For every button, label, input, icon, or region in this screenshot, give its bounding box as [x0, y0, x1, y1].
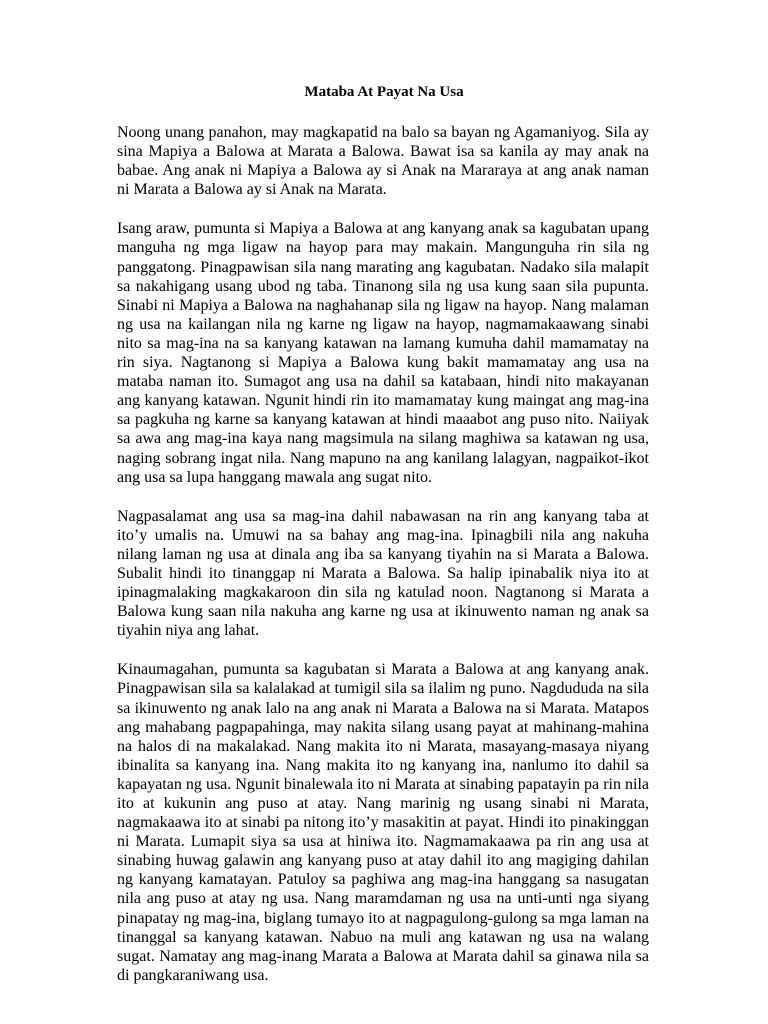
- paragraph-3: Nagpasalamat ang usa sa mag-ina dahil nabawasan na rin ang kanyang taba at ito’y umalis na. Umuwi na sa bahay ang mag-ina. Ipinagbili nila ang nakuha nilang laman ng usa at dinala ang iba sa kanyang tiyahin na si Marata a Balowa. Subalit hindi ito tinanggap ni Marata a Balowa. Sa halip ipinabalik niya ito at ipinagmalaking magkakaroon din sila ng katulad noon. Nagtanong si Marata a Balowa kung saan nila nakuha ang karne ng usa at ikinuwento naman ng anak sa tiyahin niya ang lahat.: [117, 507, 649, 640]
- paragraph-1: Noong unang panahon, may magkapatid na balo sa bayan ng Agamaniyog. Sila ay sina Mapiya a Balowa at Marata a Balowa. Bawat isa sa kanila ay may anak na babae. Ang anak ni Mapiya a Balowa ay si Anak na Mararaya at ang anak naman ni Marata a Balowa ay si Anak na Marata.: [117, 124, 649, 199]
- paragraph-4: Kinaumagahan, pumunta sa kagubatan si Marata a Balowa at ang kanyang anak. Pinagpawisan sila sa kalalakad at tumigil sila sa ilalim ng puno. Nagdududa na sila sa ikinuwento ng anak lalo na ang anak ni Marata a Balowa na si Marata. Matapos ang mahabang pagpapahinga, may nakita silang usang payat at mahinang-mahina na halos di na makalakad. Nang makita ito ni Marata, masayang-masaya niyang ibinalita sa kanyang ina. Nang makita ito ng kanyang ina, nanlumo ito dahil sa kapayatan ng usa. Ngunit binalewala ito ni Marata at sinabing papatayin pa rin nila ito at kukunin ang puso at atay. Nang marinig ng usang sinabi ni Marata, nagmakaawa ito at sinabi pa nitong ito’y masakitin at payat. Hindi ito pinakinggan ni Marata. Lumapit siya sa usa at hiniwa ito. Nagmamakaawa pa rin ang usa at sinabing huwag galawin ang kanyang puso at atay dahil ito ang magiging dahilan ng kanyang kamatayan. Patuloy sa paghiwa ang mag-ina hanggang sa nasugatan nila ang puso at atay ng usa. Nang maramdaman ng usa na unti-unti nga siyang pinapatay ng mag-ina, biglang tumayo ito at nagpagulong-gulong sa mga laman na tinanggal sa kanyang katawan. Nabuo na muli ang katawan ng usa na walang sugat. Namatay ang mag-inang Marata a Balowa at Marata dahil sa ginawa nila sa di pangkaraniwang usa.: [117, 661, 649, 984]
- document-title: Mataba At Payat Na Usa: [304, 84, 464, 100]
- document-body: [117, 123, 649, 1005]
- paragraph-2: Isang araw, pumunta si Mapiya a Balowa at ang kanyang anak sa kagubatan upang manguha ng mga ligaw na hayop para may makain. Mangunguha rin sila ng panggatong. Pinagpawisan sila nang marating ang kagubatan. Nadako sila malapit sa nakahigang usang ubod ng taba. Tinanong sila ng usa kung saan sila pupunta. Sinabi ni Mapiya a Balowa na naghahanap sila ng ligaw na hayop. Nang malaman ng usa na kailangan nila ng karne ng ligaw na hayop, nagmamakaawang sinabi nito sa mag-ina na sa kanyang katawan na lamang kumuha dahil mamamatay na rin siya. Nagtanong si Mapiya a Balowa kung bakit mamamatay ang usa na mataba naman ito. Sumagot ang usa na dahil sa katabaan, hindi nito makayanan ang kanyang katawan. Ngunit hindi rin ito mamamatay kung maingat ang mag-ina sa pagkuha ng karne sa kanyang katawan at hindi maaabot ang puso nito. Naiiyak sa awa ang mag-ina kaya nang magsimula na silang maghiwa sa katawan ng usa, naging sobrang ingat nila. Nang mapuno na ang kanilang lalagyan, nagpaikot-ikot ang usa sa lupa hanggang mawala ang sugat nito.: [117, 220, 649, 486]
